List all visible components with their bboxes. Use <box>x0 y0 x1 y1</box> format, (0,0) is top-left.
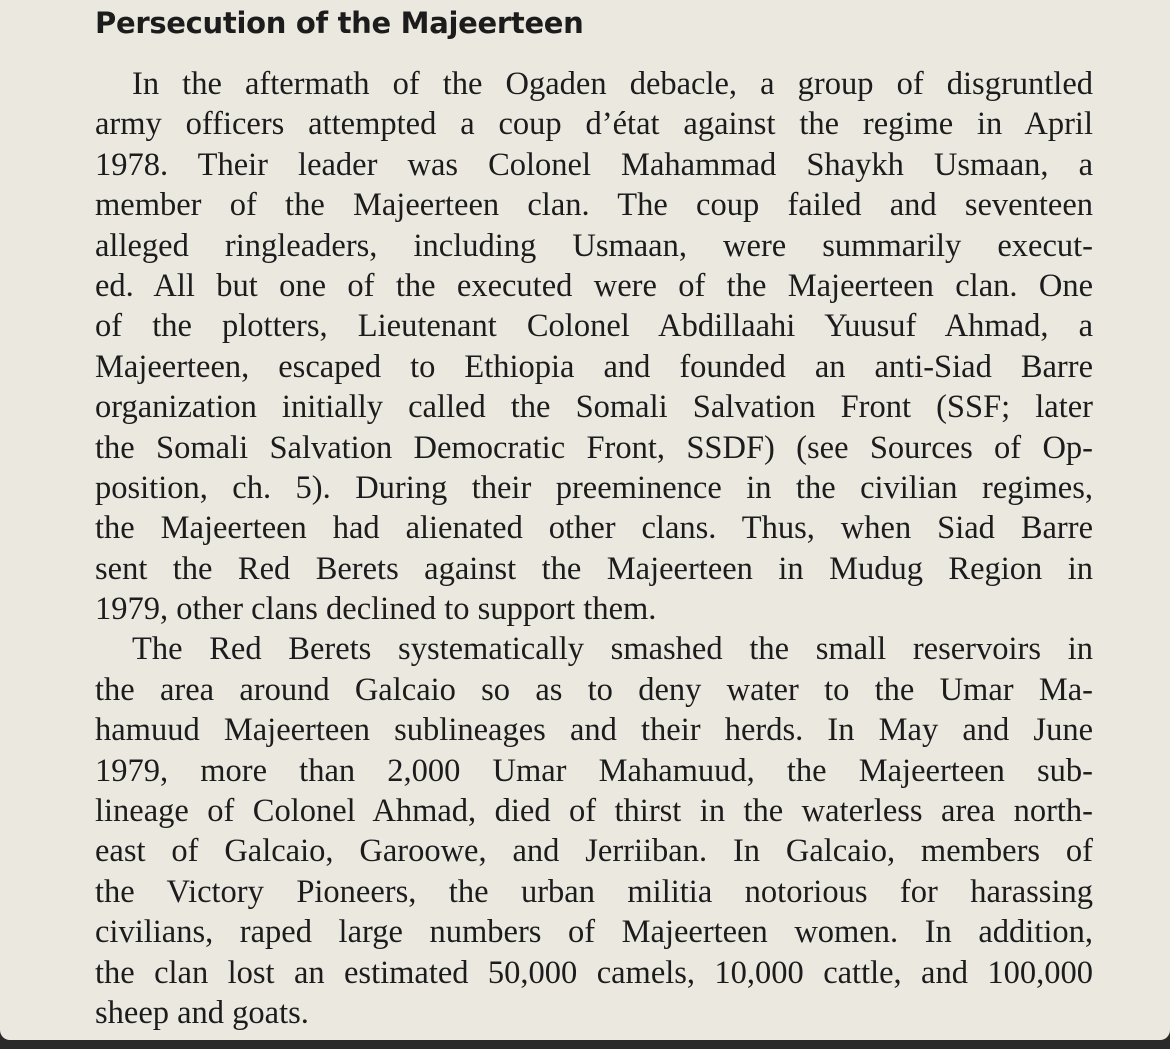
text-line: The Red Berets systematically smashed the small reservoirs in <box>132 631 1093 668</box>
text-line: member of the Majeerteen clan. The coup failed and seventeen <box>95 187 1093 224</box>
section-heading: Persecution of the Majeerteen <box>95 6 584 40</box>
text-line: the Somali Salvation Democratic Front, SSDF) (see Sources of Op- <box>95 429 1093 466</box>
text-line: In the aftermath of the Ogaden debacle, a group of disgruntled <box>132 66 1093 102</box>
text-line: sent the Red Berets against the Majeerteen in Mudug Region in <box>95 550 1093 587</box>
paragraph <box>95 64 1093 629</box>
text-line: the Majeerteen had alienated other clans. Thus, when Siad Barre <box>95 510 1093 547</box>
text-line: the Victory Pioneers, the urban militia notorious for harassing <box>95 873 1093 910</box>
text-line: position, ch. 5). During their preeminence in the civilian regimes, <box>95 469 1093 506</box>
text-line: the area around Galcaio so as to deny water to the Umar Ma- <box>95 671 1093 708</box>
text-line: sheep and goats. <box>95 994 309 1031</box>
text-line: army officers attempted a coup d’état against the regime in April <box>95 106 1093 143</box>
body-text <box>95 64 1093 1033</box>
text-line: organization initially called the Somali Salvation Front (SSF; later <box>95 389 1093 426</box>
text-line: ed. All but one of the executed were of the Majeerteen clan. One <box>95 267 1093 304</box>
text-line: Majeerteen, escaped to Ethiopia and founded an anti-Siad Barre <box>95 348 1093 385</box>
text-line: east of Galcaio, Garoowe, and Jerriiban. In Galcaio, members of <box>95 833 1093 870</box>
text-line: 1979, other clans declined to support them. <box>95 591 657 628</box>
text-line: civilians, raped large numbers of Majeerteen women. In addition, <box>95 914 1093 951</box>
text-line: of the plotters, Lieutenant Colonel Abdillaahi Yuusuf Ahmad, a <box>95 308 1093 345</box>
text-line: 1979, more than 2,000 Umar Mahamuud, the Majeerteen sub- <box>95 752 1093 789</box>
text-line: lineage of Colonel Ahmad, died of thirst in the waterless area north- <box>95 793 1093 830</box>
paragraph <box>95 629 1093 1033</box>
text-line: hamuud Majeerteen sublineages and their herds. In May and June <box>95 712 1093 749</box>
text-line: alleged ringleaders, including Usmaan, were summarily execut- <box>95 227 1093 264</box>
text-line: the clan lost an estimated 50,000 camels, 10,000 cattle, and 100,000 <box>95 954 1093 991</box>
text-line: 1978. Their leader was Colonel Mahammad Shaykh Usmaan, a <box>95 146 1093 183</box>
